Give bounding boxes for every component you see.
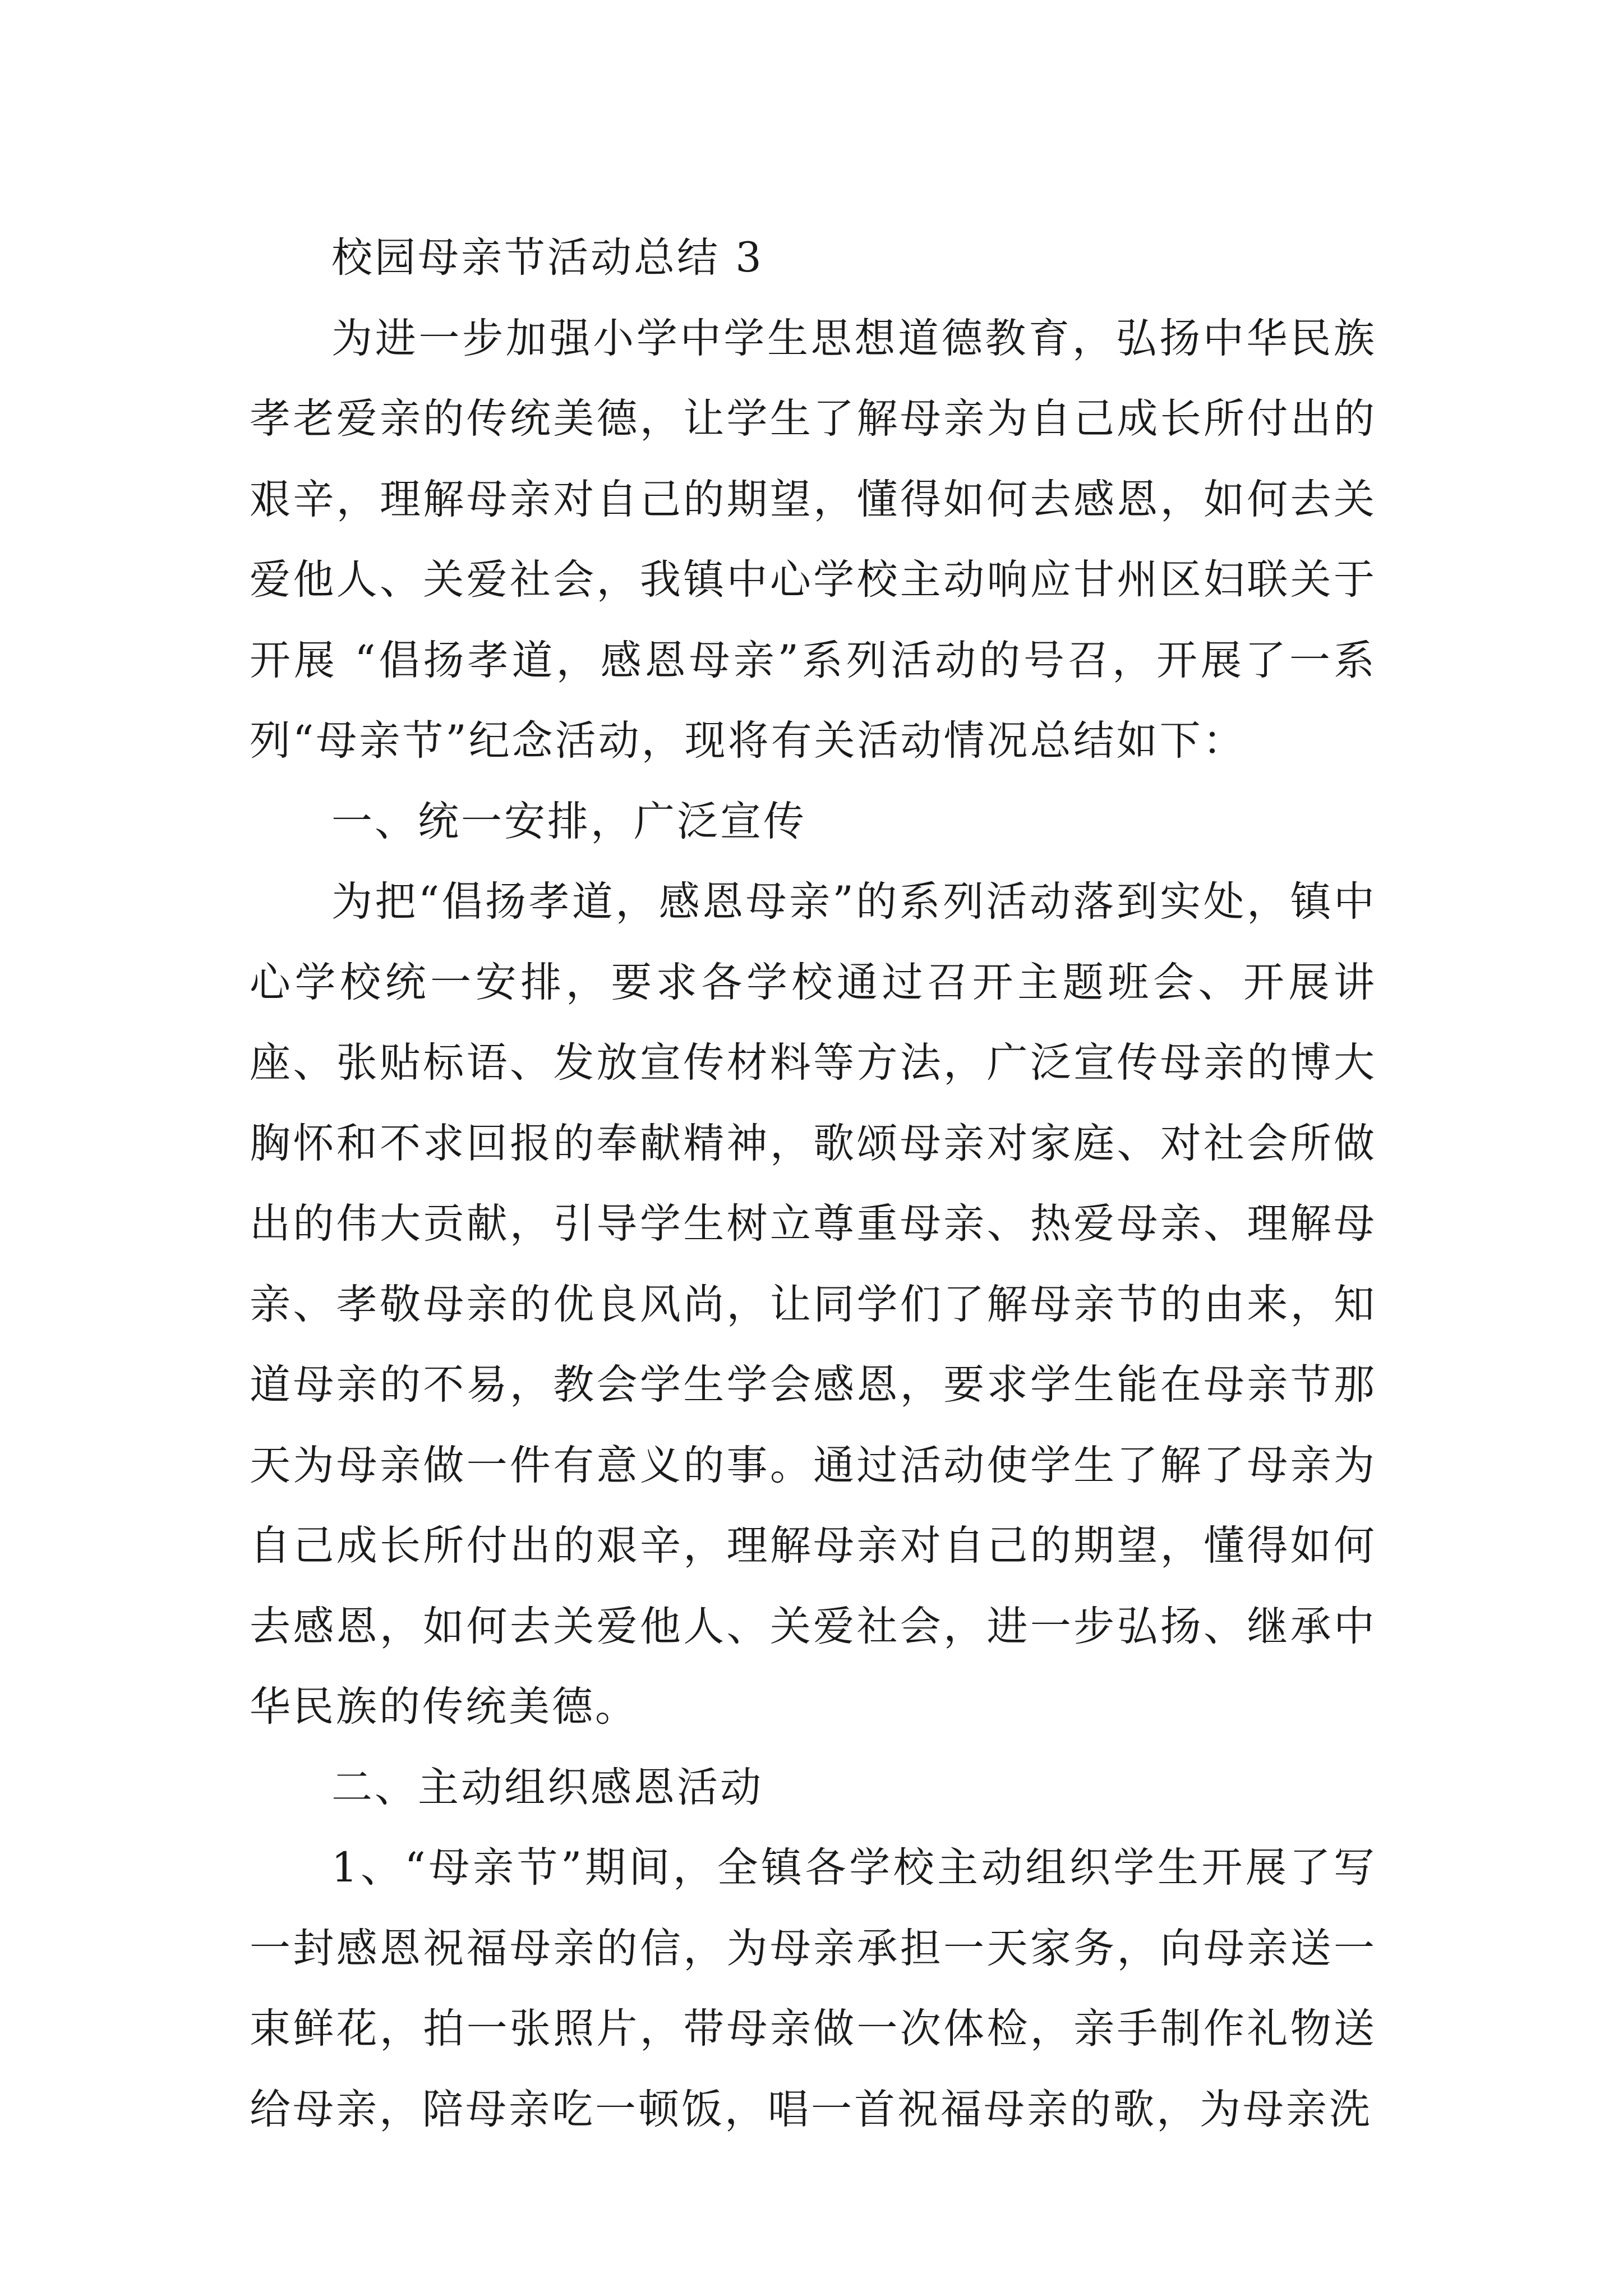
section-heading-1: 一、统一安排，广泛宣传 (331, 797, 806, 845)
document-body (250, 218, 1377, 2150)
section-heading-2: 二、主动组织感恩活动 (331, 1763, 763, 1811)
document-title: 校园母亲节活动总结 3 (331, 234, 764, 282)
paragraph-intro: 为进一步加强小学中学生思想道德教育，弘扬中华民族孝老爱亲的传统美德，让学生了解母亲为自己成长所付出的艰辛，理解母亲对自己的期望，懂得如何去感恩，如何去关爱他人、关爱社会，我镇中心学校主动响应甘州区妇联关于开展 “倡扬孝道，感恩母亲”系列活动的号召，开展了一系列“母亲节”纪念活动，现将有关活动情况总结如下： (250, 314, 1377, 765)
paragraph-activities: 1、“母亲节”期间，全镇各学校主动组织学生开展了写一封感恩祝福母亲的信，为母亲承担一天家务，向母亲送一束鲜花，拍一张照片，带母亲做一次体检，亲手制作礼物送给母亲，陪母亲吃一顿饭，唱一首祝福母亲的歌，为母亲洗 (250, 1844, 1377, 2133)
paragraph-publicity: 为把“倡扬孝道，感恩母亲”的系列活动落到实处，镇中心学校统一安排，要求各学校通过召开主题班会、开展讲座、张贴标语、发放宣传材料等方法，广泛宣传母亲的博大胸怀和不求回报的奉献精神，歌颂母亲对家庭、对社会所做出的伟大贡献，引导学生树立尊重母亲、热爱母亲、理解母亲、孝敬母亲的优良风尚，让同学们了解母亲节的由来，知道母亲的不易，教会学生学会感恩，要求学生能在母亲节那天为母亲做一件有意义的事。通过活动使学生了解了母亲为自己成长所付出的艰辛，理解母亲对自己的期望，懂得如何去感恩，如何去关爱他人、关爱社会，进一步弘扬、继承中华民族的传统美德。 (250, 878, 1377, 1731)
